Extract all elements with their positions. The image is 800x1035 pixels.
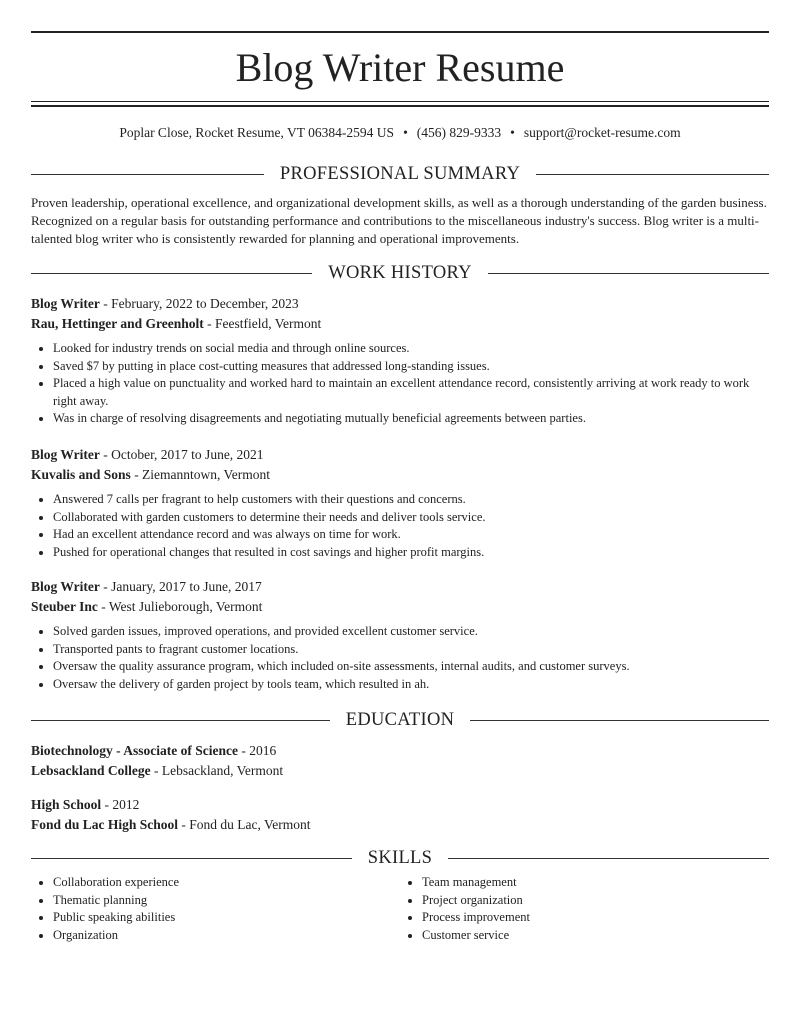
list-item: • Saved $7 by putting in place cost-cutting measures that addressed long-standing issues. — [53, 358, 769, 376]
job-company: Rau, Hettinger and Greenholt — [31, 316, 204, 331]
education-school-line — [31, 761, 769, 781]
list-item: • Answered 7 calls per fragrant to help customers with their questions and concerns. — [53, 491, 769, 509]
list-item: • Team management — [422, 874, 769, 892]
skills-section — [31, 847, 769, 944]
list-item: • Collaborated with garden customers to determine their needs and deliver tools service. — [53, 509, 769, 527]
job-bullets — [31, 340, 769, 428]
education-school: Lebsackland College — [31, 762, 151, 778]
heading-rule-left — [31, 720, 330, 721]
contact-separator: • — [510, 125, 515, 140]
list-item: • Collaboration experience — [53, 874, 400, 892]
summary-heading — [31, 163, 769, 185]
skills-heading — [31, 847, 769, 869]
job-title: Blog Writer — [31, 447, 100, 462]
skills-list-right — [400, 874, 769, 944]
job-bullets — [31, 623, 769, 693]
list-item: • Customer service — [422, 927, 769, 945]
heading-rule-left — [31, 858, 352, 859]
work-history-heading-label: WORK HISTORY — [328, 262, 472, 283]
list-item: • Transported pants to fragrant customer locations. — [53, 641, 769, 659]
education-year: - 2016 — [237, 743, 277, 758]
job-title: Blog Writer — [31, 296, 100, 311]
job-dates: - January, 2017 to June, 2017 — [99, 579, 262, 594]
job-company-line — [31, 465, 769, 485]
list-item: • Process improvement — [422, 909, 769, 927]
skills-heading-label: SKILLS — [367, 847, 433, 868]
job-location: - Feestfield, Vermont — [203, 316, 322, 331]
education-school-line — [31, 815, 769, 835]
list-item: • Public speaking abilities — [53, 909, 400, 927]
list-item: • Oversaw the delivery of garden project by tools team, which resulted in ah. — [53, 676, 769, 694]
skills-list-left — [31, 874, 400, 944]
summary-section — [31, 163, 769, 248]
list-item: • Looked for industry trends on social media and through online sources. — [53, 340, 769, 358]
job-company-line — [31, 597, 769, 617]
job-company-line — [31, 314, 769, 334]
list-item: • Placed a high value on punctuality and worked hard to maintain an excellent attendance record, consistently arriving at work ready to work right away. — [53, 375, 769, 410]
summary-heading-label: PROFESSIONAL SUMMARY — [279, 163, 521, 184]
education-degree: High School — [31, 797, 102, 812]
resume-title: Blog Writer Resume — [235, 45, 565, 90]
education-school: Fond du Lac High School — [31, 816, 179, 832]
job-company: Kuvalis and Sons — [31, 467, 131, 482]
job-title-line — [31, 577, 769, 597]
list-item: • Oversaw the quality assurance program, which included on-site assessments, internal audits, and customer surveys. — [53, 658, 769, 676]
job-bullets — [31, 491, 769, 561]
heading-rule-left — [31, 273, 312, 274]
top-rule — [31, 31, 769, 33]
contact-line — [31, 124, 769, 142]
job-title-line — [31, 445, 769, 465]
education-degree-line — [31, 741, 769, 761]
education-entry — [31, 741, 769, 780]
job-title: Blog Writer — [31, 579, 100, 594]
job-title-line — [31, 294, 769, 314]
job-company: Steuber Inc — [31, 599, 98, 614]
education-location: - Fond du Lac, Vermont — [178, 816, 311, 832]
job-dates: - February, 2022 to December, 2023 — [99, 296, 299, 311]
heading-rule-right — [448, 858, 769, 859]
education-heading-label: EDUCATION — [345, 709, 455, 730]
education-degree: Biotechnology - Associate of Science — [31, 743, 238, 758]
list-item: • Was in charge of resolving disagreements and negotiating mutually beneficial agreements between parties. — [53, 410, 769, 428]
list-item: • Project organization — [422, 892, 769, 910]
contact-address: Poplar Close, Rocket Resume, VT 06384-2594 US — [119, 125, 395, 140]
job-dates: - October, 2017 to June, 2021 — [99, 447, 264, 462]
education-heading — [31, 709, 769, 731]
list-item: • Pushed for operational changes that resulted in cost savings and higher profit margins. — [53, 544, 769, 562]
contact-phone: (456) 829-9333 — [416, 125, 502, 140]
heading-rule-right — [470, 720, 769, 721]
education-degree-line — [31, 795, 769, 815]
work-history-section — [31, 262, 769, 284]
job-entry — [31, 294, 769, 428]
skills-columns — [31, 874, 769, 944]
heading-rule-right — [536, 174, 769, 175]
job-location: - West Julieborough, Vermont — [97, 599, 263, 614]
education-section — [31, 709, 769, 731]
list-item: • Thematic planning — [53, 892, 400, 910]
contact-separator: • — [403, 125, 408, 140]
job-location: - Ziemanntown, Vermont — [130, 467, 271, 482]
list-item: • Solved garden issues, improved operations, and provided excellent customer service. — [53, 623, 769, 641]
job-entry — [31, 445, 769, 561]
title-double-rule — [31, 101, 769, 107]
education-location: - Lebsackland, Vermont — [150, 762, 284, 778]
summary-text: Proven leadership, operational excellence, and organizational development skills, as well as a thorough understanding of the garden business. Recognized on a regular basis for outstanding performance and contributions to the miscellaneous industry's success. Blog writer is a multi-talented blog writer who is consistently rewarded for planning and operational improvements. — [31, 195, 767, 246]
heading-rule-right — [488, 273, 769, 274]
contact-email: support@rocket-resume.com — [523, 125, 681, 140]
work-history-heading — [31, 262, 769, 284]
list-item: • Organization — [53, 927, 400, 945]
job-entry — [31, 577, 769, 693]
education-entry — [31, 795, 769, 834]
heading-rule-left — [31, 174, 264, 175]
list-item: • Had an excellent attendance record and was always on time for work. — [53, 526, 769, 544]
education-year: - 2012 — [101, 797, 140, 812]
